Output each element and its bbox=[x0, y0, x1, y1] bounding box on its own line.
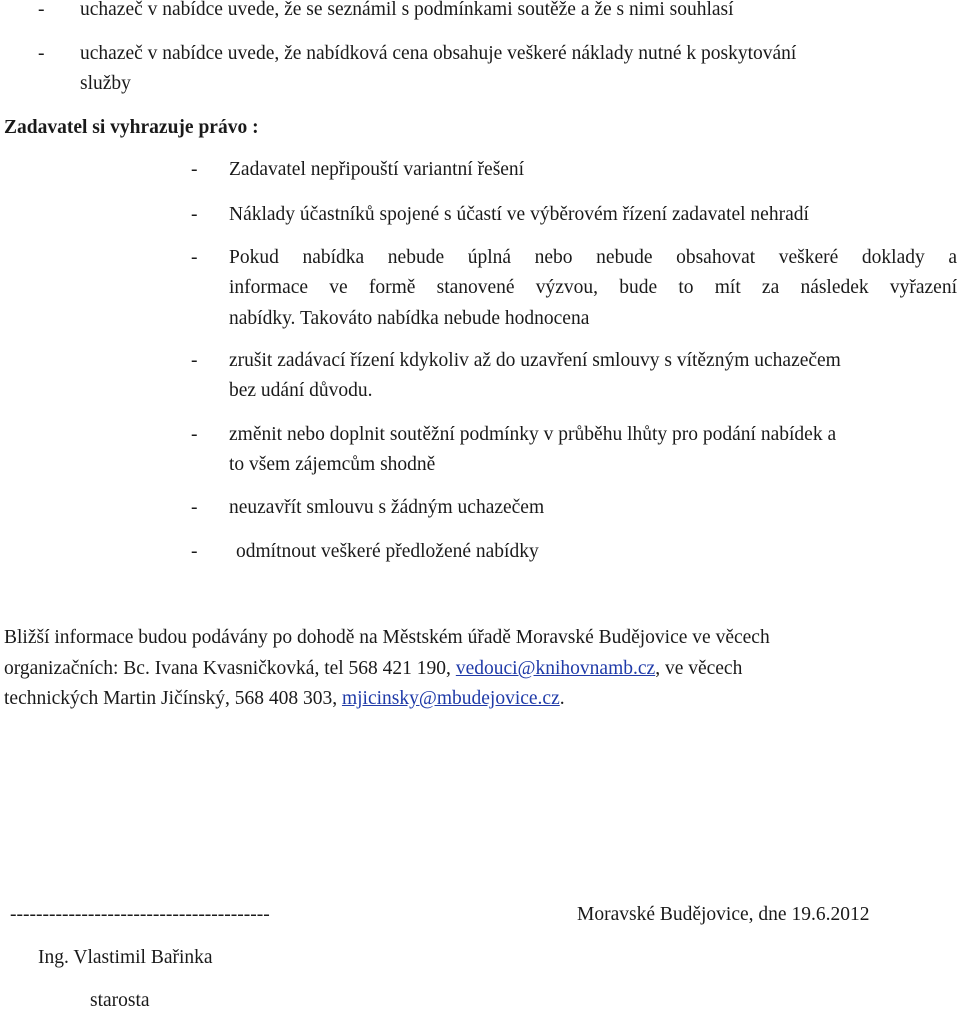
rights-item-1-text: Zadavatel nepřipouští variantní řešení bbox=[229, 159, 525, 180]
info-line-2-prefix: organizačních: Bc. Ivana Kvasničkovká, tel 568 421 190, bbox=[4, 658, 456, 679]
signatory-name: Ing. Vlastimil Bařinka bbox=[38, 947, 213, 968]
rights-item-2-text: Náklady účastníků spojené s účastí ve výběrovém řízení zadavatel nehradí bbox=[229, 204, 809, 225]
rights-item-4-text-line1: zrušit zadávací řízení kdykoliv až do uzavření smlouvy s vítězným uchazečem bbox=[229, 350, 841, 371]
rights-item-6-dash: - bbox=[191, 497, 198, 518]
rights-item-3-text-line1: Pokud nabídka nebude úplná nebo nebude obsahovat veškeré doklady a bbox=[229, 247, 957, 268]
info-line-2-suffix: , ve věcech bbox=[655, 658, 743, 679]
rights-item-1-dash: - bbox=[191, 159, 198, 180]
place-and-date: Moravské Budějovice, dne 19.6.2012 bbox=[577, 904, 870, 925]
rights-item-3-text-line3: nabídky. Takováto nabídka nebude hodnocena bbox=[229, 308, 590, 329]
top-item-1-dash: - bbox=[38, 0, 45, 20]
top-item-2-text-line2: služby bbox=[80, 73, 131, 94]
rights-item-2-dash: - bbox=[191, 204, 198, 225]
rights-item-6-text: neuzavřít smlouvu s žádným uchazečem bbox=[229, 497, 545, 518]
rights-item-7-dash: - bbox=[191, 541, 198, 562]
signatory-title: starosta bbox=[90, 990, 150, 1011]
signature-line: ---------------------------------------- bbox=[10, 904, 270, 925]
rights-item-3-text-line2: informace ve formě stanovené výzvou, bude to mít za následek vyřazení bbox=[229, 277, 957, 298]
rights-item-5-text-line1: změnit nebo doplnit soutěžní podmínky v průběhu lhůty pro podání nabídek a bbox=[229, 424, 837, 445]
email-link-mjicinsky[interactable]: mjicinsky@mbudejovice.cz bbox=[341, 688, 560, 709]
rights-item-4-text-line2: bez udání důvodu. bbox=[229, 380, 373, 401]
top-item-2-dash: - bbox=[38, 43, 45, 64]
info-line-2 bbox=[4, 659, 742, 679]
rights-item-7-text: odmítnout veškeré předložené nabídky bbox=[236, 541, 539, 562]
top-item-1-text: uchazeč v nabídce uvede, že se seznámil s podmínkami soutěže a že s nimi souhlasí bbox=[80, 0, 734, 20]
info-line-3-suffix: . bbox=[559, 688, 565, 709]
email-link-vedouci[interactable]: vedouci@knihovnamb.cz bbox=[455, 658, 656, 679]
info-line-3 bbox=[4, 689, 565, 709]
rights-item-3-dash: - bbox=[191, 247, 198, 268]
rights-heading: Zadavatel si vyhrazuje právo : bbox=[4, 117, 259, 138]
info-line-1: Bližší informace budou podávány po dohodě na Městském úřadě Moravské Budějovice ve věcech bbox=[4, 627, 770, 648]
info-line-3-prefix: technických Martin Jičínský, 568 408 303, bbox=[4, 688, 342, 709]
rights-item-5-dash: - bbox=[191, 424, 198, 445]
top-item-2-text-line1: uchazeč v nabídce uvede, že nabídková cena obsahuje veškeré náklady nutné k poskytování bbox=[80, 43, 797, 64]
rights-item-4-dash: - bbox=[191, 350, 198, 371]
rights-item-5-text-line2: to všem zájemcům shodně bbox=[229, 454, 436, 475]
